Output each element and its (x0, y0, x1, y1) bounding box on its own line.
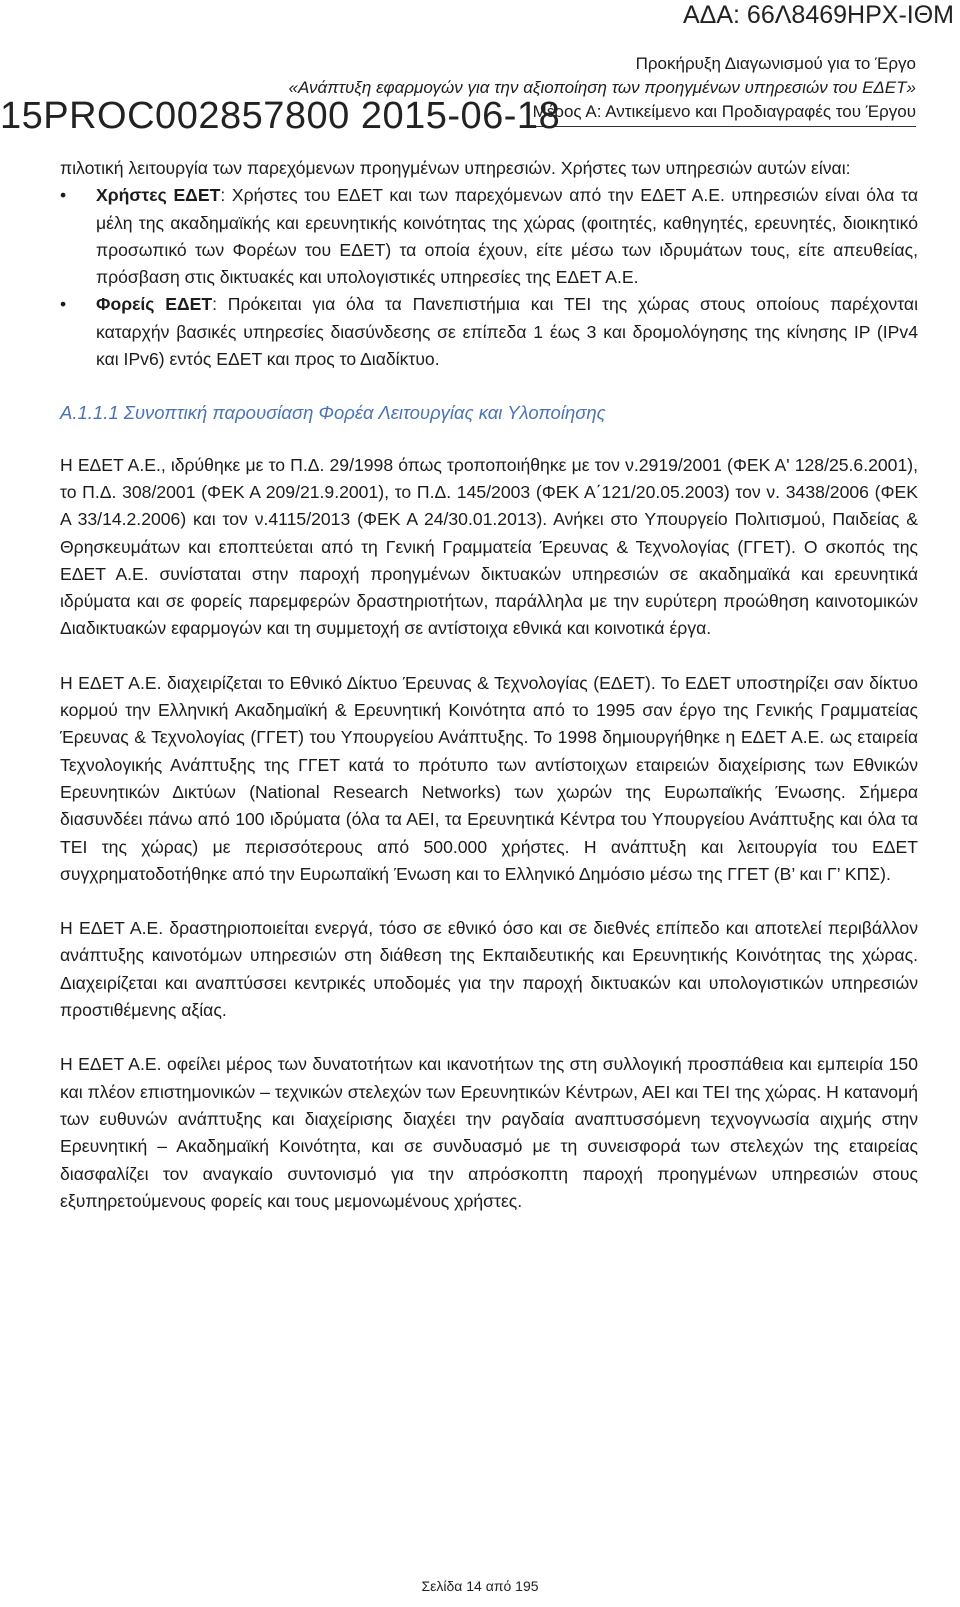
bullet-icon: • (60, 294, 67, 315)
paragraph: Η ΕΔΕΤ Α.Ε., ιδρύθηκε με το Π.Δ. 29/1998 όπως τροποποιήθηκε με τον ν.2919/2001 (ΦΕΚ Α' 128/25.6.2001), το Π.Δ. 308/2001 (ΦΕΚ Α 209/21.9.2001), το Π.Δ. 145/2003 (ΦΕΚ Α΄121/20.05.2003) τον ν. 3438/2006 (ΦΕΚ Α 33/14.2.2006) και τον ν.4115/2013 (ΦΕΚ Α 24/30.01.2013). Ανήκει στο Υπουργείο Πολιτισμού, Παιδείας & Θρησκευμάτων και εποπτεύεται από τη Γενική Γραμματεία Έρευνας & Τεχνολογίας (ΓΓΕΤ). Ο σκοπός της ΕΔΕΤ Α.Ε. συνίσταται στην παροχή προηγμένων δικτυακών υπηρεσιών σε ακαδημαϊκά και ερευνητικά ιδρύματα και σε φορείς παρεμφερών δραστηριοτήτων, παράλληλα με την ευρύτερη προώθηση καινοτομικών Διαδικτυακών εφαρμογών και τη συμμετοχή σε αντίστοιχα εθνικά και κοινοτικά έργα. (60, 454, 918, 639)
bullet-icon: • (60, 185, 67, 206)
bullet-text: : Χρήστες του ΕΔΕΤ και των παρεχόμενων από την ΕΔΕΤ Α.Ε. υπηρεσιών είναι όλα τα μέλη της ακαδημαϊκής και ερευνητικής κοινότητας της χώρας (φοιτητές, καθηγητές, ερευνητές, διοικητικό προσωπικό των Φορέων του ΕΔΕΤ) τα οποία έχουν, είτε μέσω των ιδρυμάτων τους, είτε απευθείας, πρόσβαση στις δικτυακές και υπολογιστικές υπηρεσίες της ΕΔΕΤ Α.Ε. (96, 185, 918, 288)
ada-watermark: ΑΔΑ: 66Λ8469ΗΡΧ-ΙΘΜ (682, 1, 954, 29)
bullet-term: Χρήστες ΕΔΕΤ (96, 185, 221, 206)
header-title: Προκήρυξη Διαγωνισμού για το Έργο (635, 54, 916, 73)
paragraph: Η ΕΔΕΤ Α.Ε. οφείλει μέρος των δυνατοτήτων και ικανοτήτων της στη συλλογική προσπάθεια και εμπειρία 150 και πλέον επιστημονικών – τεχνικών στελεχών των Ερευνητικών Κέντρων, ΑΕΙ και ΤΕΙ της χώρας. Η κατανομή των ευθυνών ανάπτυξης και διαχείρισης διαχέει την ραγδαία αναπτυσσόμενη τεχνογνωσία αιχμής στην Ερευνητική – Ακαδημαϊκή Κοινότητα, και σε συνδυασμό με τη συνεισφορά των στελεχών της εταιρείας διασφαλίζει τον αναγκαίο συντονισμό για την απρόσκοπτη παροχή προηγμένων υπηρεσιών στους εξυπηρετούμενους φορείς και τους μεμονωμένους χρήστες. (60, 1054, 918, 1211)
bullet-users (60, 182, 918, 291)
section-heading: Α.1.1.1 Συνοπτική παρουσίαση Φορέα Λειτουργίας και Υλοποίησης (60, 402, 606, 424)
paragraph: Η ΕΔΕΤ Α.Ε. διαχειρίζεται το Εθνικό Δίκτυο Έρευνας & Τεχνολογίας (ΕΔΕΤ). Το ΕΔΕΤ υποστηρίζει σαν δίκτυο κορμού την Ελληνική Ακαδημαϊκή & Ερευνητική Κοινότητα από το 1995 σαν έργο της Γενικής Γραμματείας Έρευνας & Τεχνολογίας (ΓΓΕΤ) του Υπουργείου Ανάπτυξης. Το 1998 δημιουργήθηκε η ΕΔΕΤ Α.Ε. ως εταιρεία Τεχνολογικής Ανάπτυξης της ΓΓΕΤ κατά το πρότυπο των αντίστοιχων εταιρειών διαχείρισης των Εθνικών Ερευνητικών Δικτύων (National Research Networks) των χωρών της Ευρωπαϊκής Ένωσης. Σήμερα διασυνδέει πάνω από 100 ιδρύματα (όλα τα ΑΕΙ, τα Ερευνητικά Κέντρα του Υπουργείου Ανάπτυξης και όλα τα ΤΕΙ της χώρας) με περισσότερους από 500.000 χρήστες. Η ανάπτυξη και λειτουργία του ΕΔΕΤ συγχρηματοδοτήθηκε από την Ευρωπαϊκή Ένωση και το Ελληνικό Δημόσιο μέσω της ΓΓΕΤ (Β’ και Γ’ ΚΠΣ). (60, 672, 918, 884)
document-body (60, 155, 918, 1215)
header-rule (520, 126, 916, 127)
page-number: Σελίδα 14 από 195 (421, 1578, 539, 1594)
proc-id-watermark: 15PROC002857800 2015-06-18 (0, 95, 561, 137)
bullet-text: : Πρόκειται για όλα τα Πανεπιστήμια και ΤΕΙ της χώρας στους οποίους παρέχονται καταρχήν βασικές υπηρεσίες διασύνδεσης σε επίπεδα 1 έως 3 και δρομολόγησης της κίνησης IP (IPv4 και IPv6) εντός ΕΔΕΤ και προς το Διαδίκτυο. (96, 294, 918, 370)
bullet-institutions (60, 291, 918, 373)
bullet-term: Φορείς ΕΔΕΤ (96, 294, 213, 315)
header-part: Μέρος Α: Αντικείμενο και Προδιαγραφές του Έργου (532, 102, 916, 121)
paragraph: Η ΕΔΕΤ Α.Ε. δραστηριοποιείται ενεργά, τόσο σε εθνικό όσο και σε διεθνές επίπεδο και αποτελεί περιβάλλον ανάπτυξης καινοτόμων υπηρεσιών στη διάθεση της Εκπαιδευτικής και Ερευνητικής Κοινότητας της χώρας. Διαχειρίζεται και αναπτύσσει κεντρικές υποδομές για την παροχή δικτυακών και υπολογιστικών υπηρεσιών προστιθέμενης αξίας. (60, 918, 918, 1021)
header-project: «Ανάπτυξη εφαρμογών για την αξιοποίηση των προηγμένων υπηρεσιών του ΕΔΕΤ» (288, 78, 916, 97)
intro-paragraph: πιλοτική λειτουργία των παρεχόμενων προηγμένων υπηρεσιών. Χρήστες των υπηρεσιών αυτών είναι: (60, 158, 851, 178)
